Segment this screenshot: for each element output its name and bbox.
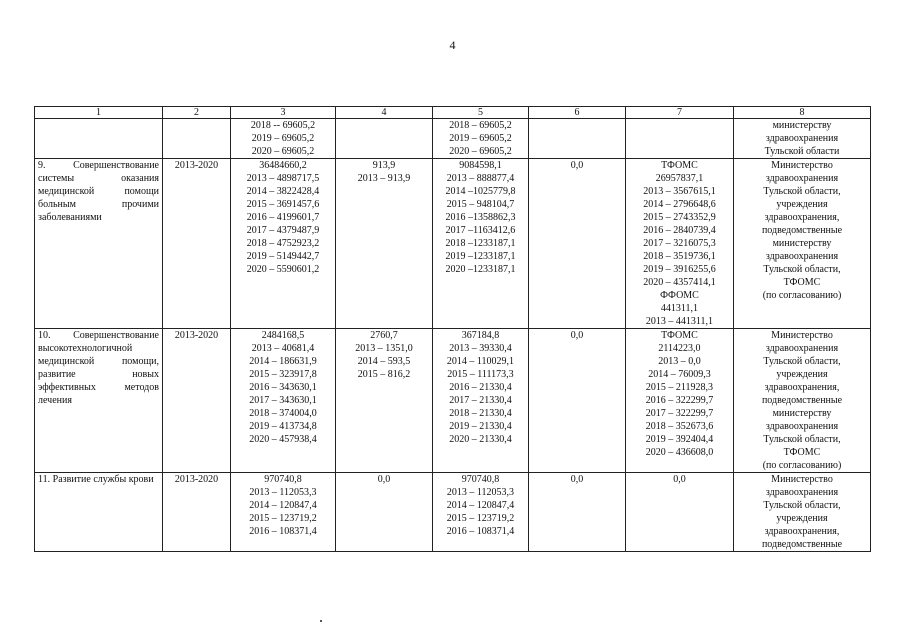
- municipal-budget-cell: [529, 159, 626, 329]
- cell-line: подведомственные: [761, 225, 843, 236]
- cell-line: 2016 – 322299,7: [645, 395, 714, 406]
- cell-line: Тульской области: [764, 146, 840, 157]
- column-header: 7: [626, 107, 734, 119]
- cell-line: 2016 – 2840739,4: [643, 225, 716, 236]
- cell-line: 0,0: [673, 474, 686, 485]
- scan-speck: [320, 620, 322, 622]
- column-header: 1: [35, 107, 163, 119]
- cell-line: 2015 – 323917,8: [249, 369, 317, 380]
- cell-line: 367184,8: [461, 330, 500, 341]
- cell-line: 2014 – 3822428,4: [246, 186, 320, 197]
- cell-line: 2013 – 888877,4: [446, 173, 515, 184]
- executor-cell: [734, 473, 871, 552]
- cell-line: ТФОМС: [783, 447, 821, 458]
- cell-line: 2760,7: [370, 330, 398, 341]
- column-header: 3: [231, 107, 336, 119]
- cell-line: 2016 – 343630,1: [249, 382, 317, 393]
- cell-line: 0,0: [570, 474, 584, 485]
- measure-name-cell: [35, 119, 163, 159]
- cell-line: 2017 – 21330,4: [449, 395, 512, 406]
- cell-line: Тульской области,: [763, 434, 841, 445]
- measure-name-cell: 9. Совершенствование системы оказания медицинской помощи больным прочими заболеваниями: [35, 159, 163, 329]
- cell-line: 2014 – 110029,1: [446, 356, 515, 367]
- cell-line: 2015 – 111173,3: [447, 369, 514, 380]
- cell-line: ТФОМС: [661, 160, 698, 171]
- executor-cell: [734, 329, 871, 473]
- table-row: [35, 119, 871, 159]
- cell-line: подведомственные: [761, 395, 843, 406]
- executor-cell: [734, 159, 871, 329]
- cell-line: 970740,8: [264, 474, 302, 485]
- cell-line: Тульской области,: [763, 264, 841, 275]
- municipal-budget-cell: [529, 119, 626, 159]
- cell-line: 2019 – 69605,2: [449, 133, 512, 144]
- cell-line: 2015 – 211928,3: [645, 382, 714, 393]
- period-cell: [163, 119, 231, 159]
- column-header: 4: [336, 107, 433, 119]
- cell-line: здравоохранения: [765, 421, 839, 432]
- regional-budget-cell: [433, 119, 529, 159]
- cell-line: 2019 – 21330,4: [449, 421, 512, 432]
- cell-line: 2018 –1233187,1: [445, 238, 516, 249]
- column-header: 6: [529, 107, 626, 119]
- cell-line: 2020 – 4357414,1: [643, 277, 716, 288]
- table-body: [35, 119, 871, 552]
- cell-line: 2016 –1358862,3: [445, 212, 516, 223]
- cell-line: здравоохранения: [765, 251, 839, 262]
- cell-line: 2484168,5: [261, 330, 305, 341]
- cell-line: 2020 – 5590601,2: [246, 264, 320, 275]
- total-funding-cell: [231, 159, 336, 329]
- municipal-budget-cell: [529, 329, 626, 473]
- cell-line: 2018 – 3519736,1: [643, 251, 716, 262]
- cell-line: Министерство: [771, 160, 833, 171]
- cell-line: Тульской области,: [763, 356, 841, 367]
- cell-line: 2013 – 3567615,1: [643, 186, 716, 197]
- cell-line: учреждения: [776, 199, 828, 210]
- cell-line: 2014 – 120847,4: [249, 500, 317, 511]
- cell-line: 2018 – 4752923,2: [246, 238, 320, 249]
- cell-line: здравоохранения: [765, 173, 839, 184]
- federal-budget-cell: [336, 329, 433, 473]
- cell-line: 2016 – 108371,4: [249, 526, 317, 537]
- cell-line: 9084598,1: [459, 160, 502, 171]
- period-cell: 2013-2020: [163, 329, 231, 473]
- cell-line: 2019 – 5149442,7: [246, 251, 320, 262]
- cell-line: 2014 – 76009,3: [648, 369, 711, 380]
- cell-line: здравоохранения: [765, 487, 839, 498]
- cell-line: 2114223,0: [658, 343, 701, 354]
- cell-line: 2013 – 1351,0: [355, 343, 413, 354]
- executor-cell: [734, 119, 871, 159]
- cell-line: здравоохранения,: [764, 382, 840, 393]
- period-cell: 2013-2020: [163, 159, 231, 329]
- cell-line: 2020 – 436608,0: [645, 447, 714, 458]
- cell-line: министерству: [772, 238, 832, 249]
- cell-line: 970740,8: [461, 474, 500, 485]
- cell-line: 2013 – 112053,3: [249, 487, 317, 498]
- cell-line: 2017 –1163412,6: [445, 225, 516, 236]
- cell-line: 2013 – 4898717,5: [246, 173, 320, 184]
- cell-line: 2020 – 457938,4: [249, 434, 317, 445]
- regional-budget-cell: [433, 329, 529, 473]
- cell-line: 0,0: [377, 474, 391, 485]
- cell-line: здравоохранения,: [764, 526, 840, 537]
- cell-line: 2018 – 21330,4: [449, 408, 512, 419]
- cell-line: 2015 – 3691457,6: [246, 199, 320, 210]
- cell-line: учреждения: [776, 513, 828, 524]
- cell-line: Министерство: [771, 330, 833, 341]
- cell-line: 2018 – 352673,6: [645, 421, 714, 432]
- cell-line: 36484660,2: [259, 160, 307, 171]
- municipal-budget-cell: [529, 473, 626, 552]
- total-funding-cell: [231, 473, 336, 552]
- cell-line: 26957837,1: [655, 173, 704, 184]
- federal-budget-cell: [336, 473, 433, 552]
- extrabudgetary-cell: [626, 473, 734, 552]
- cell-line: 2013 – 40681,4: [251, 343, 315, 354]
- cell-line: 2014 – 2796648,6: [643, 199, 716, 210]
- cell-line: 2019 – 3916255,6: [643, 264, 716, 275]
- cell-line: 2015 – 948104,7: [446, 199, 515, 210]
- table-row: [35, 159, 871, 329]
- total-funding-cell: [231, 329, 336, 473]
- cell-line: 2014 – 120847,4: [446, 500, 515, 511]
- regional-budget-cell: [433, 159, 529, 329]
- cell-line: подведомственные: [761, 539, 843, 550]
- cell-line: 2018 -- 69605,2: [250, 120, 316, 131]
- cell-line: Министерство: [771, 474, 833, 485]
- cell-line: здравоохранения: [765, 133, 839, 144]
- cell-line: 2017 – 322299,7: [645, 408, 714, 419]
- cell-line: 2020 – 69605,2: [449, 146, 512, 157]
- cell-line: 2017 – 343630,1: [249, 395, 317, 406]
- cell-line: министерству: [772, 408, 832, 419]
- extrabudgetary-cell: [626, 119, 734, 159]
- cell-line: 2015 – 123719,2: [446, 513, 515, 524]
- program-funding-table: [34, 106, 871, 552]
- cell-line: 441311,1: [660, 303, 699, 314]
- cell-line: 2015 – 2743352,9: [643, 212, 716, 223]
- cell-line: учреждения: [776, 369, 828, 380]
- cell-line: 2019 –1233187,1: [445, 251, 516, 262]
- cell-line: 2014 – 186631,9: [249, 356, 317, 367]
- cell-line: 2020 –1233187,1: [445, 264, 516, 275]
- extrabudgetary-cell: [626, 159, 734, 329]
- cell-line: 2013 – 39330,4: [449, 343, 512, 354]
- cell-line: 2019 – 392404,4: [645, 434, 714, 445]
- regional-budget-cell: [433, 473, 529, 552]
- cell-line: 913,9: [372, 160, 396, 171]
- cell-line: 2016 – 108371,4: [446, 526, 515, 537]
- cell-line: (по согласованию): [762, 290, 842, 301]
- period-cell: 2013-2020: [163, 473, 231, 552]
- cell-line: 2020 – 21330,4: [449, 434, 512, 445]
- cell-line: (по согласованию): [762, 460, 842, 471]
- cell-line: ТФОМС: [783, 277, 821, 288]
- cell-line: ТФОМС: [661, 330, 698, 341]
- cell-line: 2017 – 3216075,3: [643, 238, 716, 249]
- column-header: 5: [433, 107, 529, 119]
- cell-line: ФФОМС: [660, 290, 699, 301]
- cell-line: 2020 – 69605,2: [251, 146, 315, 157]
- cell-line: 2013 – 441311,1: [645, 316, 714, 327]
- cell-line: 2019 – 413734,8: [249, 421, 317, 432]
- cell-line: 2013 – 0,0: [658, 356, 701, 367]
- cell-line: 2018 – 374004,0: [249, 408, 317, 419]
- cell-line: 2017 – 4379487,9: [246, 225, 320, 236]
- cell-line: 2013 – 913,9: [357, 173, 411, 184]
- extrabudgetary-cell: [626, 329, 734, 473]
- cell-line: Тульской области,: [763, 186, 841, 197]
- measure-name-cell: 11. Развитие службы крови: [35, 473, 163, 552]
- cell-line: 2016 – 21330,4: [449, 382, 512, 393]
- cell-line: 0,0: [570, 160, 584, 171]
- measure-name-cell: 10. Совершенствование высокотехнологичной медицинской помощи, развитие новых эффективных методов лечения: [35, 329, 163, 473]
- cell-line: 2014 –1025779,8: [445, 186, 516, 197]
- cell-line: здравоохранения,: [764, 212, 840, 223]
- federal-budget-cell: [336, 159, 433, 329]
- federal-budget-cell: [336, 119, 433, 159]
- cell-line: 2018 – 69605,2: [449, 120, 512, 131]
- table-row: [35, 473, 871, 552]
- table-row: [35, 329, 871, 473]
- page-number: 4: [449, 38, 456, 52]
- column-header: 8: [734, 107, 871, 119]
- cell-line: 2014 – 593,5: [357, 356, 411, 367]
- cell-line: здравоохранения: [765, 343, 839, 354]
- column-header: 2: [163, 107, 231, 119]
- cell-line: 2015 – 816,2: [357, 369, 411, 380]
- cell-line: 2016 – 4199601,7: [246, 212, 320, 223]
- cell-line: министерству: [772, 120, 832, 131]
- cell-line: Тульской области,: [763, 500, 841, 511]
- cell-line: 2019 – 69605,2: [251, 133, 315, 144]
- cell-line: 2015 – 123719,2: [249, 513, 317, 524]
- column-number-row: [35, 107, 871, 119]
- cell-line: 0,0: [570, 330, 584, 341]
- total-funding-cell: [231, 119, 336, 159]
- cell-line: 2013 – 112053,3: [446, 487, 515, 498]
